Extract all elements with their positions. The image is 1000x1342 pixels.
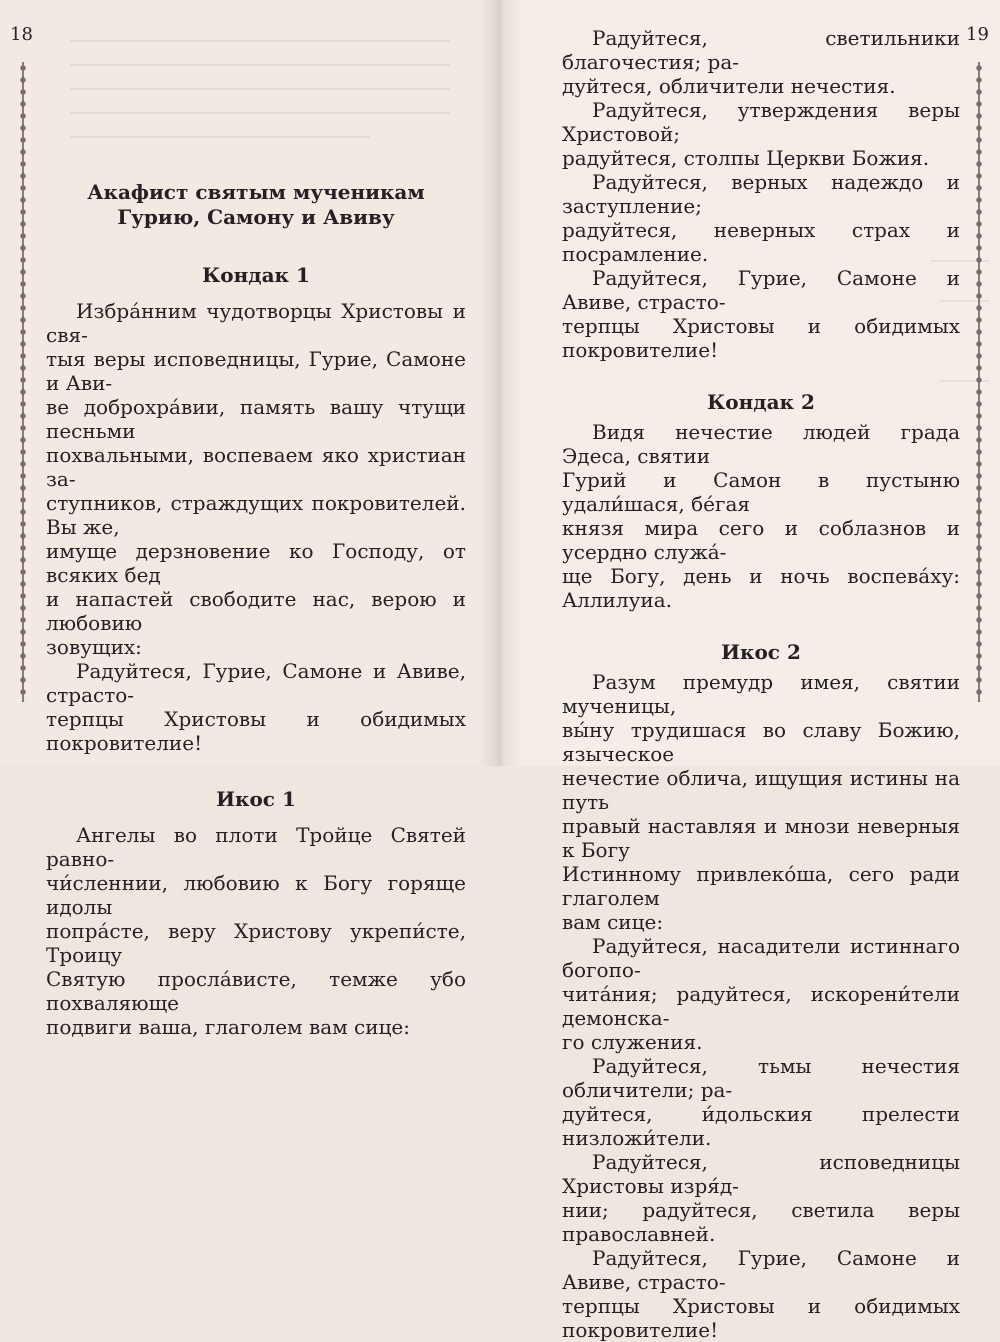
text-line: Радуйтеся, Гурие, Самоне и Авиве, страсто- (46, 659, 466, 707)
text-line: Гурий и Самон в пустыню удали́шася, бе́гая (562, 468, 960, 516)
text-line: Радуйтеся, Гурие, Самоне и Авиве, страсто- (562, 1246, 960, 1294)
text-line: терпцы Христовы и обидимых покровителие! (562, 1294, 960, 1342)
ikos1-heading: Икос 1 (216, 787, 296, 811)
text-line: тыя веры исповедницы, Гурие, Самоне и Ави- (46, 347, 466, 395)
kondak2-heading: Кондак 2 (707, 390, 815, 414)
left-page (0, 0, 500, 1039)
text-line: и напастей свободите нас, верою и любовию (46, 587, 466, 635)
text-line: вам сице: (562, 910, 664, 934)
text-line: князя мира сего и соблазнов и усердно служа́- (562, 516, 960, 564)
text-line: Радуйтеся, утверждения веры Христовой; (562, 98, 960, 146)
page-number: 19 (966, 24, 989, 45)
right-text-column (562, 26, 960, 1342)
text-line: правый наставляя и мнози неверныя к Богу (562, 814, 960, 862)
akathist-title-line: Акафист святым мученикам (87, 180, 425, 204)
text-line: радуйтеся, неверных страх и посрамление. (562, 218, 960, 266)
text-line: Радуйтеся, тьмы нечестия обличители; ра- (562, 1054, 960, 1102)
text-line: чита́ния; радуйтеся, искорени́тели демонска- (562, 982, 960, 1030)
text-line: Избра́нним чудотворцы Христовы и свя- (46, 299, 466, 347)
text-line: Радуйтеся, светильники благочестия; ра- (562, 26, 960, 74)
text-line: Радуйтеся, верных надеждо и заступление; (562, 170, 960, 218)
bleed-through (70, 136, 370, 138)
kondak2-text (562, 420, 960, 612)
kondak1-text (46, 299, 466, 755)
ornament-border (972, 62, 986, 702)
text-line: терпцы Христовы и обидимых покровителие! (562, 314, 960, 362)
text-line: чи́сленнии, любовию к Богу горяще идолы (46, 871, 466, 919)
left-text-column (46, 180, 466, 1039)
text-line: Разум премудр имея, святии мученицы, (562, 670, 960, 718)
bleed-through (70, 88, 450, 90)
text-line: Радуйтеся, насадители истиннаго богопо- (562, 934, 960, 982)
text-line: ступников, страждущих покровителей. Вы же, (46, 491, 466, 539)
page-number: 18 (10, 24, 33, 45)
ikos1-refrains (562, 26, 960, 362)
text-line: Радуйтеся, Гурие, Самоне и Авиве, страсто- (562, 266, 960, 314)
text-line: терпцы Христовы и обидимых покровителие! (46, 707, 466, 755)
bleed-through (70, 40, 450, 42)
text-line: Ангелы во плоти Тройце Святей равно- (46, 823, 466, 871)
text-line: Святую просла́висте, темже убо похваляюще (46, 967, 466, 1015)
book-gutter (478, 0, 522, 766)
bleed-through (70, 64, 450, 66)
text-line: вы́ну трудишася во славу Божию, языческое (562, 718, 960, 766)
text-line: Радуйтеся, исповедницы Христовы изря́д- (562, 1150, 960, 1198)
text-line: подвиги ваша, глаголем вам сице: (46, 1015, 411, 1039)
text-line: дуйтеся, обличители нечестия. (562, 74, 896, 98)
ikos2-heading: Икос 2 (721, 640, 801, 664)
text-line: Видя нечестие людей града Эдеса, святии (562, 420, 960, 468)
ikos1-text (46, 823, 466, 1039)
text-line: радуйтеся, столпы Церкви Божия. (562, 146, 930, 170)
text-line: похвальными, воспеваем яко христиан за- (46, 443, 466, 491)
text-line: имуще дерзновение ко Господу, от всяких бед (46, 539, 466, 587)
text-line: нечестие облича, ищущия истины на путь (562, 766, 960, 814)
text-line: го служения. (562, 1030, 703, 1054)
text-line: дуйтеся, и́дольския прелести низложи́тели. (562, 1102, 960, 1150)
bleed-through (70, 112, 450, 114)
text-line: Истинному привлеко́ша, сего ради глаголем (562, 862, 960, 910)
text-line: нии; радуйтеся, светила веры православней. (562, 1198, 960, 1246)
text-line: зовущих: (46, 635, 142, 659)
right-page (500, 0, 1000, 1342)
ornament-border (16, 62, 30, 702)
text-line: попра́сте, веру Христову укрепи́сте, Троицу (46, 919, 466, 967)
text-line: ще Богу, день и ночь воспева́ху: Аллилуиа. (562, 564, 960, 612)
kondak1-heading: Кондак 1 (202, 263, 310, 287)
akathist-title-line: Гурию, Самону и Авиву (117, 205, 395, 229)
ikos2-text (562, 670, 960, 1342)
text-line: ве доброхра́вии, память вашу чтущи песньми (46, 395, 466, 443)
